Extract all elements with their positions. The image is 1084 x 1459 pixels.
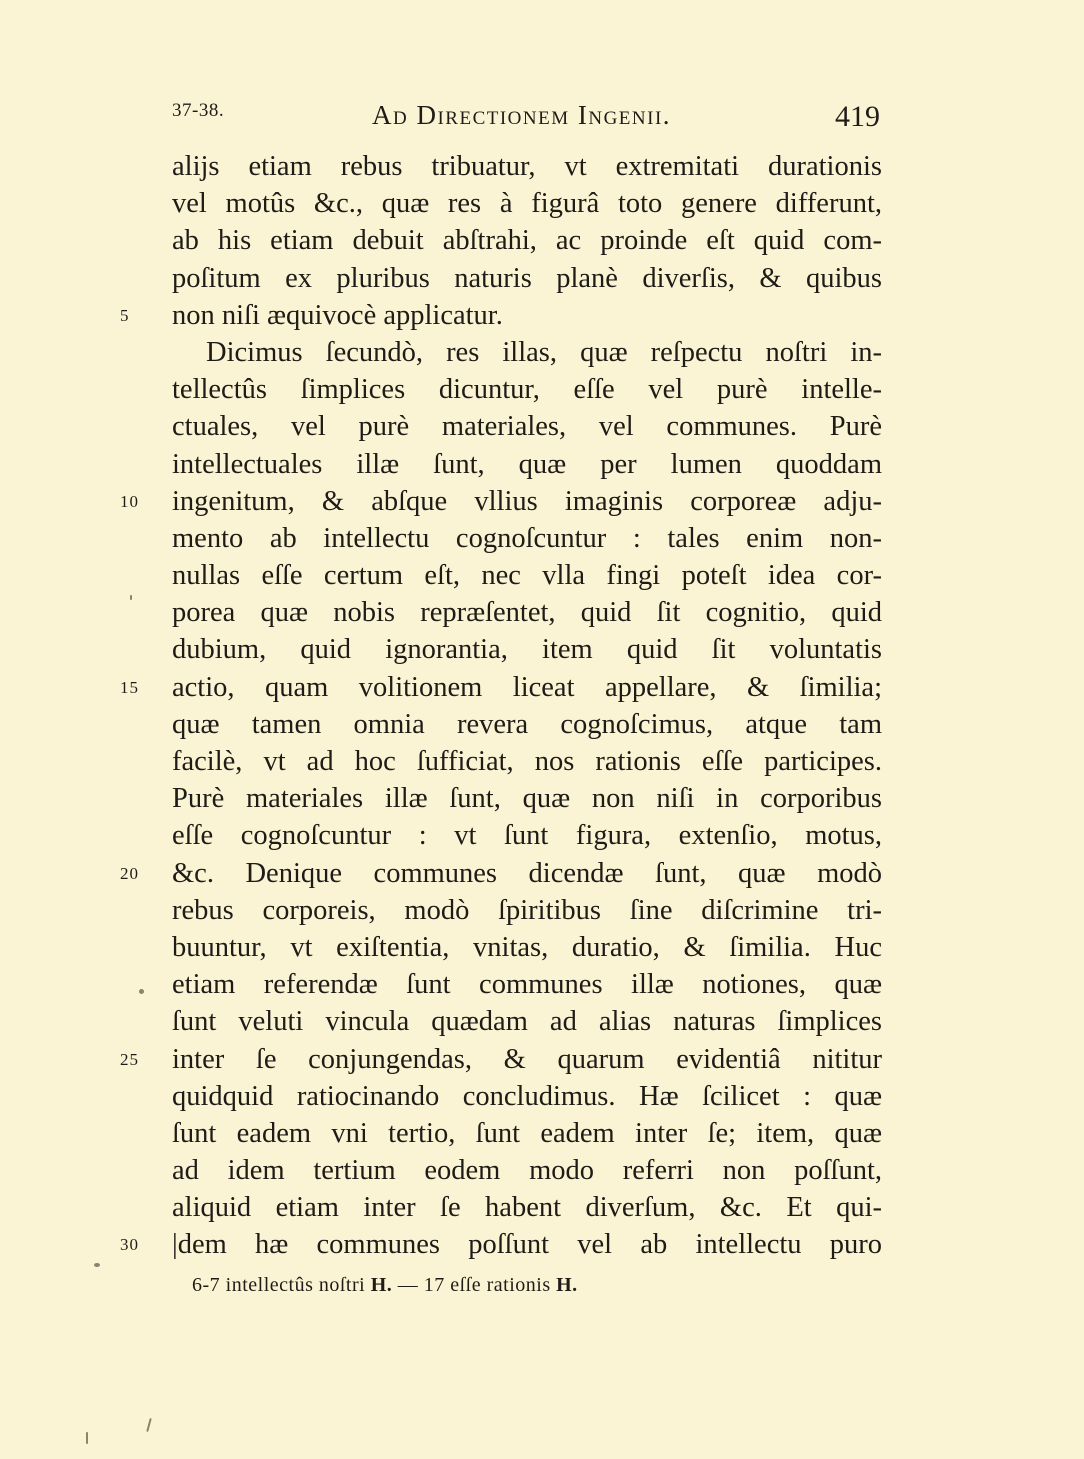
scan-speck (94, 1263, 100, 1267)
text-line (172, 1078, 882, 1115)
running-title: Ad Directionem Ingenii. (372, 100, 672, 130)
line-number: 25 (120, 1049, 139, 1069)
line-text: ingenitum, & abſque vllius imaginis corporeæ adju- (172, 485, 882, 517)
line-number: 20 (120, 863, 139, 883)
line-text: ctuales, vel purè materiales, vel communes. Purè (172, 411, 882, 443)
line-text: rebus corporeis, modò ſpiritibus ſine diſcrimine tri- (172, 894, 882, 926)
line-text: non niſi æquivocè applicatur. (172, 299, 503, 331)
text-line (120, 1226, 882, 1263)
text-line (172, 520, 882, 557)
text-line (172, 1189, 882, 1226)
footnote-text: 6-7 intellectûs noſtri (192, 1274, 366, 1296)
text-line (172, 371, 882, 408)
line-text: ſunt veluti vincula quædam ad alias naturas ſimplices (172, 1006, 882, 1038)
line-text: alijs etiam rebus tribuatur, vt extremitati durationis (172, 151, 882, 182)
page-number: 419 (835, 100, 880, 133)
line-text: nullas eſſe certum eſt, nec vlla fingi poteſt idea cor- (172, 560, 882, 592)
text-line (172, 557, 882, 594)
scan-speck (146, 1418, 152, 1432)
text-line (120, 855, 882, 892)
text-line (172, 148, 882, 185)
text-line (172, 594, 882, 631)
text-line (172, 929, 882, 966)
text-line (120, 297, 882, 334)
line-number: 15 (120, 677, 139, 697)
line-text: |dem hæ communes poſſunt vel ab intellectu puro (172, 1229, 882, 1261)
text-line (172, 446, 882, 483)
text-line (172, 743, 882, 780)
line-text: mento ab intellectu cognoſcuntur : tales enim non- (172, 522, 882, 554)
line-text: tellectûs ſimplices dicuntur, eſſe vel purè intelle- (172, 374, 882, 406)
line-text: vel motûs &c., quæ res à figurâ toto genere differunt, (172, 188, 882, 220)
line-text: buuntur, vt exiſtentia, vnitas, duratio, & ſimilia. Huc (172, 931, 882, 963)
line-text: ab his etiam debuit abſtrahi, ac proinde eſt quid com- (172, 225, 882, 257)
text-line (172, 631, 882, 668)
line-text: Purè materiales illæ ſunt, quæ non niſi in corporibus (172, 783, 882, 815)
line-text: Dicimus ſecundò, res illas, quæ reſpectu noſtri in- (206, 336, 882, 368)
line-number: 5 (120, 305, 130, 325)
line-number: 30 (120, 1235, 139, 1255)
footnote-siglum: H. (556, 1274, 578, 1296)
line-text: porea quæ nobis repræſentet, quid ſit cognitio, quid (172, 597, 882, 629)
text-line (120, 669, 882, 706)
line-text: intellectuales illæ ſunt, quæ per lumen quoddam (172, 448, 882, 480)
line-text: aliquid etiam inter ſe habent diverſum, &c. Et qui- (172, 1192, 882, 1224)
line-text: actio, quam volitionem liceat appellare, & ſimilia; (172, 671, 882, 703)
running-header (172, 100, 882, 136)
text-line (172, 260, 882, 297)
line-text: poſitum ex pluribus naturis planè diverſis, & quibus (172, 262, 882, 294)
text-line (172, 966, 882, 1003)
text-line (120, 483, 882, 520)
section-range: 37-38. (172, 100, 225, 121)
text-line (172, 334, 882, 371)
line-text: quæ tamen omnia revera cognoſcimus, atque tam (172, 708, 882, 740)
scan-speck (86, 1432, 88, 1444)
text-body (120, 148, 882, 1264)
line-text: etiam referendæ ſunt communes illæ notiones, quæ (172, 969, 882, 1001)
footnote-siglum: H. (370, 1274, 393, 1296)
text-line (172, 222, 882, 259)
text-line (172, 408, 882, 445)
text-line (172, 1152, 882, 1189)
text-line (172, 817, 882, 854)
line-text: &c. Denique communes dicendæ ſunt, quæ modò (172, 857, 882, 889)
text-line (172, 780, 882, 817)
line-text: ad idem tertium eodem modo referri non poſſunt, (172, 1155, 882, 1187)
footnote (192, 1274, 578, 1297)
line-text: facilè, vt ad hoc ſufficiat, nos rationis eſſe participes. (172, 746, 882, 777)
footnote-text: — 17 eſſe rationis (397, 1274, 551, 1296)
line-text: eſſe cognoſcuntur : vt ſunt figura, extenſio, motus, (172, 820, 882, 852)
line-text: inter ſe conjungendas, & quarum evidentiâ nititur (172, 1043, 882, 1075)
line-text: ſunt eadem vni tertio, ſunt eadem inter ſe; item, quæ (172, 1117, 882, 1149)
text-line (120, 1041, 882, 1078)
line-number: 10 (120, 491, 139, 511)
text-line (172, 892, 882, 929)
scan-speck (130, 595, 132, 600)
text-line (172, 1003, 882, 1040)
scan-speck (139, 989, 144, 994)
line-text: quidquid ratiocinando concludimus. Hæ ſcilicet : quæ (172, 1080, 882, 1112)
text-line (172, 706, 882, 743)
text-line (172, 185, 882, 222)
line-text: dubium, quid ignorantia, item quid ſit voluntatis (172, 634, 882, 666)
text-line (172, 1115, 882, 1152)
